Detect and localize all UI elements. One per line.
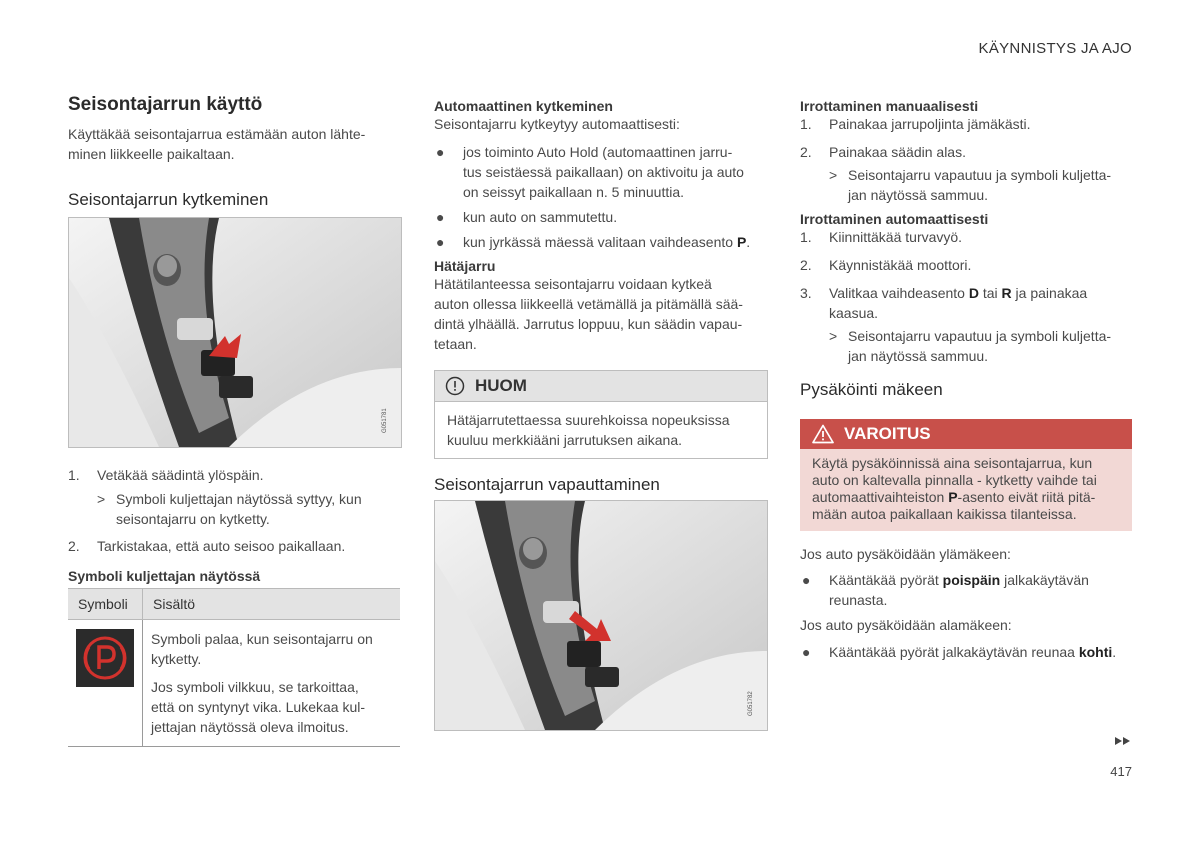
list-item	[434, 232, 768, 252]
step-result	[800, 326, 1132, 366]
result-marker: >	[829, 328, 838, 344]
gear-console-illustration	[69, 218, 401, 447]
step-number: 1.	[800, 116, 812, 132]
engage-photo	[68, 217, 402, 448]
table-header-content: Sisältö	[143, 589, 401, 620]
result-marker: >	[829, 167, 838, 183]
engage-steps	[68, 465, 401, 556]
bullet-text: Kääntäkää pyörät jalkakäytävän reunaa	[829, 644, 1079, 660]
result-text: Seisontajarru vapautuu ja symboli kuljetta- jan näytössä sammuu.	[848, 167, 1112, 203]
list-item	[800, 142, 1132, 162]
column-left	[68, 94, 401, 747]
list-item	[434, 207, 768, 227]
gear-position-p: P	[948, 489, 958, 505]
list-item	[68, 465, 401, 485]
manual-release-heading: Irrottaminen manuaalisesti	[800, 98, 979, 114]
list-item	[800, 283, 1132, 323]
step-number: 1.	[68, 467, 80, 483]
table-header-symbol: Symboli	[68, 589, 143, 620]
list-item	[800, 255, 1132, 275]
warning-title: VAROITUS	[844, 424, 931, 443]
bold-term: kohti	[1078, 644, 1113, 660]
hill-parking-heading: Pysäköinti mäkeen	[800, 380, 943, 399]
step-text: Kiinnittäkää turvavyö.	[829, 229, 963, 245]
warning-triangle-icon	[812, 424, 834, 444]
engage-heading: Seisontajarrun kytkeminen	[68, 190, 269, 209]
list-item	[800, 227, 1132, 247]
bullet-icon: ●	[802, 644, 811, 660]
emergency-text: Hätätilanteessa seisontajarru voidaan kytkeä auton ollessa liikkeellä vetämällä ja pitämällä sää- dintä ylhäällä. Jarrutus loppuu, kun säädin vapau- tetaan.	[434, 276, 743, 352]
step-number: 1.	[800, 229, 812, 245]
step-text: Valitkaa vaihdeasento	[829, 285, 969, 301]
parking-brake-icon	[76, 629, 134, 687]
step-text: ja painakaa kaasua.	[829, 285, 1088, 321]
page-title: Seisontajarrun käyttö	[68, 94, 263, 115]
warning-header	[800, 419, 1132, 449]
info-icon	[445, 376, 465, 396]
step-text: Painakaa jarrupoljinta jämäkästi.	[829, 116, 1031, 132]
gear-console-illustration	[435, 501, 767, 730]
column-right	[800, 98, 1132, 662]
list-item	[800, 114, 1132, 134]
page-number: 417	[1110, 764, 1132, 779]
auto-engage-intro: Seisontajarru kytkeytyy automaattisesti:	[434, 116, 680, 132]
step-number: 2.	[800, 144, 812, 160]
bullet-text: Kääntäkää pyörät	[829, 572, 943, 588]
result-text: Seisontajarru vapautuu ja symboli kuljetta- jan näytössä sammuu.	[848, 328, 1112, 364]
result-text: Symboli kuljettajan näytössä syttyy, kun seisontajarru on kytketty.	[116, 491, 362, 527]
bullet-text: kun auto on sammutettu.	[463, 209, 618, 225]
auto-engage-list	[434, 142, 768, 252]
column-middle	[434, 98, 768, 731]
bullet-text: jalkakäytävän reunasta.	[829, 572, 1089, 608]
warning-text: Käytä pysäköinnissä aina seisontajarrua, kun auto on kaltevalla pinnalla - kytketty vaihde tai automaattivaihteiston	[812, 455, 1097, 505]
emergency-heading: Hätäjarru	[434, 258, 496, 274]
note-body: Hätäjarrutettaessa suurehkoissa nopeuksissa kuuluu merkkiääni jarrutuksen aikana.	[447, 412, 730, 448]
step-number: 2.	[68, 538, 80, 554]
bullet-text-end: .	[746, 234, 751, 250]
note-title: HUOM	[475, 376, 527, 395]
warning-box	[800, 419, 1132, 531]
symbol-cell	[68, 620, 143, 747]
section-header: KÄYNNISTYS JA AJO	[978, 40, 1132, 57]
content-text: Jos symboli vilkkuu, se tarkoittaa, että on syntynyt vika. Lukekaa kul- jettajan näytössä oleva ilmoitus.	[151, 679, 365, 735]
auto-engage-heading: Automaattinen kytkeminen	[434, 98, 613, 114]
downhill-list	[800, 642, 1132, 662]
bullet-icon: ●	[436, 144, 445, 160]
intro-text: Käyttäkää seisontajarrua estämään auton lähte- minen liikkeelle paikaltaan.	[68, 126, 366, 162]
auto-steps	[800, 227, 1132, 366]
list-item	[800, 642, 1132, 662]
step-text: Tarkistakaa, että auto seisoo paikallaan.	[97, 538, 346, 554]
step-number: 2.	[800, 257, 812, 273]
uphill-text: Jos auto pysäköidään ylämäkeen:	[800, 546, 1011, 562]
warning-body	[800, 449, 1132, 531]
uphill-list	[800, 570, 1132, 610]
symbol-heading: Symboli kuljettajan näytössä	[68, 568, 261, 584]
image-code: G051781	[382, 408, 388, 433]
warning-text: -asento eivät riitä pitä- mään autoa paikallaan kaikissa tilanteissa.	[812, 489, 1096, 522]
bullet-icon: ●	[802, 572, 811, 588]
content-text: Symboli palaa, kun seisontajarru on kytketty.	[151, 631, 373, 667]
step-text: Vetäkää säädintä ylöspäin.	[97, 467, 264, 483]
double-arrow-right-icon	[1114, 735, 1132, 749]
release-photo	[434, 500, 768, 731]
result-marker: >	[97, 491, 106, 507]
step-number: 3.	[800, 285, 812, 301]
note-box	[434, 370, 768, 459]
list-item	[800, 570, 1132, 610]
downhill-text: Jos auto pysäköidään alamäkeen:	[800, 617, 1012, 633]
step-text: Painakaa säädin alas.	[829, 144, 966, 160]
manual-steps	[800, 114, 1132, 205]
gear-position-p: P	[736, 234, 747, 250]
image-code: G051782	[748, 691, 754, 716]
step-result	[800, 165, 1132, 205]
content-cell	[143, 620, 401, 747]
bullet-text: jos toiminto Auto Hold (automaattinen jarru- tus seistäessä paikallaan) on aktivoitu ja auto on seissyt paikallaan n. 5 minuuttia.	[463, 144, 744, 200]
bullet-icon: ●	[436, 234, 445, 250]
bullet-text: .	[1112, 644, 1117, 660]
bullet-text: kun jyrkässä mäessä valitaan vaihdeasento	[463, 234, 737, 250]
step-text: tai	[978, 285, 1002, 301]
list-item	[434, 142, 768, 202]
step-text: Käynnistäkää moottori.	[829, 257, 972, 273]
gear-position-d: D	[968, 285, 979, 301]
list-item	[68, 536, 401, 556]
auto-release-heading: Irrottaminen automaattisesti	[800, 211, 989, 227]
step-result	[68, 489, 401, 529]
table-row	[68, 620, 400, 747]
bold-term: poispäin	[942, 572, 1001, 588]
gear-position-r: R	[1001, 285, 1012, 301]
note-header	[435, 371, 767, 402]
symbol-table	[68, 588, 400, 747]
release-heading: Seisontajarrun vapauttaminen	[434, 475, 660, 494]
bullet-icon: ●	[436, 209, 445, 225]
